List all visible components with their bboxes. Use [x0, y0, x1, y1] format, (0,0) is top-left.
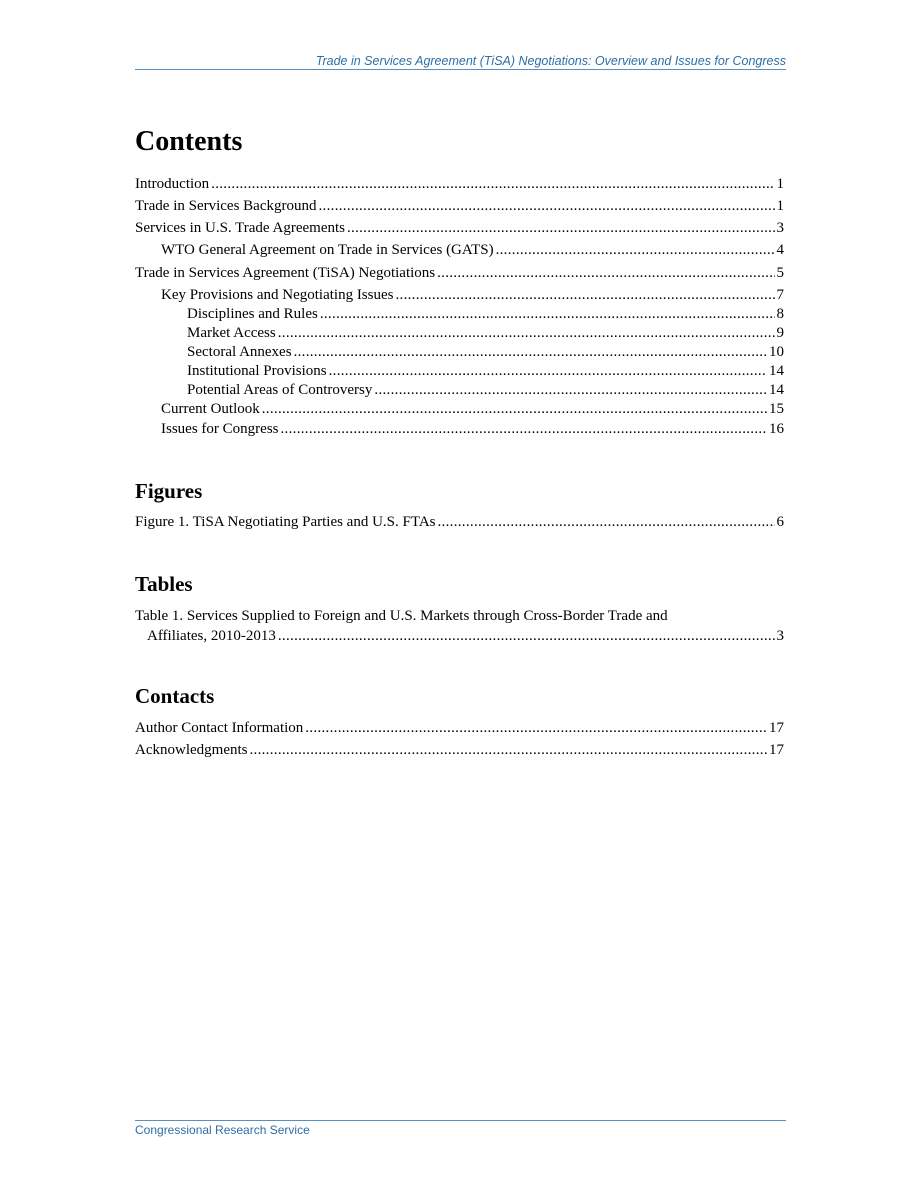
toc-leader-dots	[211, 175, 774, 193]
contents-heading: Contents	[135, 126, 243, 157]
toc-leader-dots	[278, 627, 775, 645]
toc-entry-title: Services in U.S. Trade Agreements	[135, 220, 345, 236]
toc-entry-title-continued: Affiliates, 2010-2013	[147, 628, 276, 644]
toc-entry-page: 5	[776, 265, 784, 281]
toc-leader-dots	[278, 324, 775, 342]
toc-entry-page: 17	[769, 720, 784, 736]
toc-entry[interactable]	[135, 607, 784, 645]
figures-heading: Figures	[135, 479, 203, 503]
toc-entry-title: Sectoral Annexes	[187, 344, 292, 360]
contacts-heading: Contacts	[135, 684, 215, 708]
toc-entry-title: WTO General Agreement on Trade in Services (GATS)	[161, 242, 494, 258]
toc-entry-page: 3	[776, 220, 784, 236]
footer-publisher: Congressional Research Service	[135, 1123, 310, 1137]
toc-entry-title: Figure 1. TiSA Negotiating Parties and U.S. FTAs	[135, 514, 436, 530]
toc-entry-title: Potential Areas of Controversy	[187, 382, 373, 398]
toc-entry-page: 9	[776, 325, 784, 341]
toc-entry[interactable]	[135, 719, 784, 737]
toc-entry-page: 14	[769, 363, 784, 379]
toc-leader-dots	[249, 741, 767, 759]
toc-entry-title: Disciplines and Rules	[187, 306, 318, 322]
toc-entry-continuation	[135, 627, 784, 645]
toc-leader-dots	[305, 719, 767, 737]
toc-entry-page: 3	[776, 628, 784, 644]
toc-entry-page: 4	[776, 242, 784, 258]
toc-leader-dots	[438, 513, 775, 531]
toc-entry-page: 15	[769, 401, 784, 417]
toc-entry-title: Trade in Services Background	[135, 198, 317, 214]
toc-entry[interactable]	[135, 400, 784, 418]
running-header-title: Trade in Services Agreement (TiSA) Negotiations: Overview and Issues for Congress	[315, 54, 786, 68]
toc-entry-title: Trade in Services Agreement (TiSA) Negotiations	[135, 265, 436, 281]
toc-entry[interactable]	[135, 362, 784, 380]
toc-entry-title: Key Provisions and Negotiating Issues	[161, 287, 394, 303]
header-rule	[135, 69, 786, 70]
toc-entry[interactable]	[135, 420, 784, 438]
toc-entry[interactable]	[135, 305, 784, 323]
toc-entry-page: 6	[776, 514, 784, 530]
toc-leader-dots	[374, 381, 767, 399]
toc-entry[interactable]	[135, 513, 784, 531]
toc-leader-dots	[320, 305, 775, 323]
toc-entry-page: 17	[769, 742, 784, 758]
footer-rule	[135, 1120, 786, 1121]
toc-entry-page: 7	[776, 287, 784, 303]
toc-entry-title: Market Access	[187, 325, 276, 341]
toc-leader-dots	[319, 197, 775, 215]
toc-entry-title: Author Contact Information	[135, 720, 304, 736]
toc-entry-title: Issues for Congress	[161, 421, 279, 437]
toc-entry-page: 14	[769, 382, 784, 398]
toc-entry-page: 8	[776, 306, 784, 322]
toc-entry-title: Table 1. Services Supplied to Foreign and U.S. Markets through Cross-Border Trade and	[135, 608, 668, 624]
toc-entry[interactable]	[135, 264, 784, 282]
toc-entry[interactable]	[135, 241, 784, 259]
toc-entry-title: Institutional Provisions	[187, 363, 327, 379]
toc-entry-title: Introduction	[135, 176, 210, 192]
toc-leader-dots	[262, 400, 767, 418]
toc-entry[interactable]	[135, 741, 784, 759]
toc-entry[interactable]	[135, 219, 784, 237]
toc-leader-dots	[437, 264, 774, 282]
toc-entry[interactable]	[135, 197, 784, 215]
toc-leader-dots	[496, 241, 775, 259]
toc-entry[interactable]	[135, 324, 784, 342]
toc-leader-dots	[329, 362, 767, 380]
toc-entry-page: 1	[776, 198, 784, 214]
toc-entry-title: Acknowledgments	[135, 742, 248, 758]
tables-heading: Tables	[135, 572, 193, 596]
toc-entry-page: 1	[776, 176, 784, 192]
toc-entry[interactable]	[135, 381, 784, 399]
toc-entry[interactable]	[135, 286, 784, 304]
toc-leader-dots	[395, 286, 774, 304]
toc-entry-page: 10	[769, 344, 784, 360]
toc-entry[interactable]	[135, 343, 784, 361]
toc-entry-title: Current Outlook	[161, 401, 260, 417]
toc-entry-page: 16	[769, 421, 784, 437]
toc-leader-dots	[347, 219, 775, 237]
toc-entry[interactable]	[135, 175, 784, 193]
toc-leader-dots	[294, 343, 767, 361]
toc-leader-dots	[281, 420, 768, 438]
